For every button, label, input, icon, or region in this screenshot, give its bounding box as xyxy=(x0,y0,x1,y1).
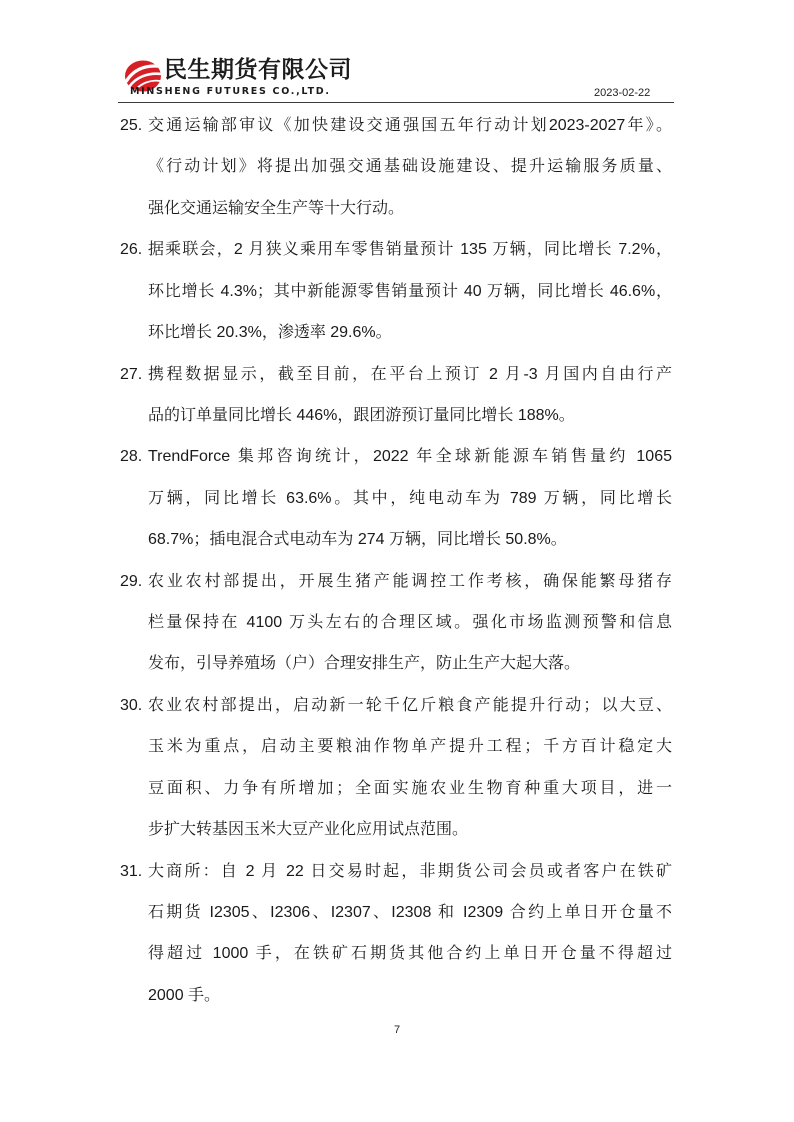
news-item xyxy=(120,561,674,685)
item-line: 栏量保持在 4100 万头左右的合理区域。强化市场监测预警和信息 xyxy=(148,614,672,632)
item-number: 27. xyxy=(120,365,143,383)
item-text xyxy=(148,229,672,353)
header-divider xyxy=(118,102,674,103)
item-line: 强化交通运输安全生产等十大行动。 xyxy=(148,199,405,217)
news-item xyxy=(120,851,674,1017)
item-text xyxy=(148,561,672,685)
item-line: 发布，引导养殖场（户）合理安排生产，防止生产大起大落。 xyxy=(148,655,581,673)
news-item xyxy=(120,354,674,437)
item-line: 豆面积、力争有所增加；全面实施农业生物育种重大项目，进一 xyxy=(148,779,672,797)
item-line: 环比增长 4.3%；其中新能源零售销量预计 40 万辆，同比增长 46.6%， xyxy=(148,282,672,300)
item-text xyxy=(148,105,672,229)
item-number: 30. xyxy=(120,696,143,714)
item-line: TrendForce 集邦咨询统计，2022 年全球新能源车销售量约 1065 xyxy=(148,448,672,466)
item-text xyxy=(148,685,672,851)
item-number: 28. xyxy=(120,448,143,466)
company-name-cn: 民生期货有限公司 xyxy=(164,57,352,83)
item-line: 环比增长 20.3%，渗透率 29.6%。 xyxy=(148,324,392,342)
item-line: 农业农村部提出，开展生猪产能调控工作考核，确保能繁母猪存 xyxy=(148,572,672,590)
item-line: 2000 手。 xyxy=(148,986,221,1004)
item-text xyxy=(148,436,672,560)
item-line: 据乘联会，2 月狭义乘用车零售销量预计 135 万辆，同比增长 7.2%， xyxy=(148,241,672,259)
item-line: 农业农村部提出，启动新一轮千亿斤粮食产能提升行动；以大豆、 xyxy=(148,696,672,714)
item-text xyxy=(148,354,672,437)
news-list xyxy=(120,105,674,1016)
item-line: 石期货 I2305、I2306、I2307、I2308 和 I2309 合约上单日开仓量不 xyxy=(148,904,672,922)
item-line: 品的订单量同比增长 446%，跟团游预订量同比增长 188%。 xyxy=(148,406,575,424)
news-item xyxy=(120,436,674,560)
item-number: 26. xyxy=(120,241,143,259)
item-line: 交通运输部审议《加快建设交通强国五年行动计划2023-2027年》。 xyxy=(148,117,672,134)
news-item xyxy=(120,685,674,851)
item-number: 31. xyxy=(120,862,143,880)
item-number: 29. xyxy=(120,572,143,590)
report-date: 2023-02-22 xyxy=(594,87,651,99)
item-line: 玉米为重点，启动主要粮油作物单产提升工程；千方百计稳定大 xyxy=(148,738,672,756)
item-line: 《行动计划》将提出加强交通基础设施建设、提升运输服务质量、 xyxy=(148,158,672,176)
item-text xyxy=(148,851,672,1017)
item-line: 携程数据显示，截至目前，在平台上预订 2 月-3 月国内自由行产 xyxy=(148,365,672,383)
news-item xyxy=(120,105,674,229)
item-number: 25. xyxy=(120,117,143,134)
item-line: 68.7%；插电混合式电动车为 274 万辆，同比增长 50.8%。 xyxy=(148,531,567,549)
company-name-en: MINSHENG FUTURES CO.,LTD. xyxy=(130,86,331,97)
item-line: 万辆，同比增长 63.6%。其中，纯电动车为 789 万辆，同比增长 xyxy=(148,489,672,507)
page-number: 7 xyxy=(393,1024,401,1036)
news-item xyxy=(120,229,674,353)
item-line: 大商所：自 2 月 22 日交易时起，非期货公司会员或者客户在铁矿 xyxy=(148,862,672,880)
item-line: 步扩大转基因玉米大豆产业化应用试点范围。 xyxy=(148,821,469,839)
item-line: 得超过 1000 手，在铁矿石期货其他合约上单日开仓量不得超过 xyxy=(148,945,672,963)
